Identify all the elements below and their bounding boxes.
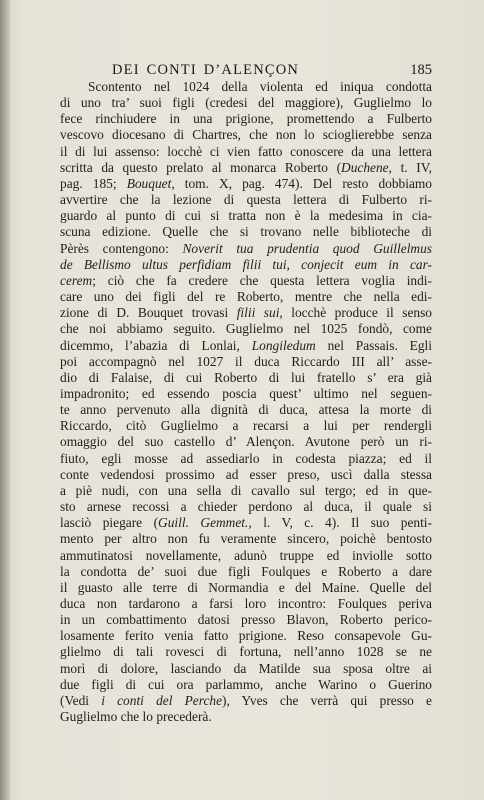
text-segment: glielmo di tali rovesci di fortuna, nell’anno 1028 se ne <box>60 644 432 660</box>
text-line <box>60 127 432 143</box>
text-line <box>60 467 432 483</box>
text-line <box>60 321 432 337</box>
italic-text: i conti del Perche <box>101 692 223 708</box>
text-line <box>60 95 432 111</box>
text-segment: fece rinchiudere in una prigione, promettendo a Fulberto <box>60 111 432 127</box>
text-segment: fiuto, egli mosse ad assediarlo in codesta piazza; ed il <box>60 450 432 466</box>
text-segment: vescovo diocesano di Chartres, che non lo scioglierebbe senza <box>60 127 432 143</box>
text-segment: il di lui assenso: locchè ci vien fatto conoscere da una lettera <box>60 143 432 159</box>
text-line <box>60 499 432 515</box>
text-line <box>60 273 432 289</box>
text-segment: nel Passais. Egli <box>315 337 432 353</box>
text-segment: ammutinatosi novellamente, adunò truppe ed inviolle sotto <box>60 547 432 563</box>
text-line <box>60 677 432 693</box>
italic-text: de Bellismo ultus perfidiam filii tui, conjecit eum in car- <box>60 256 432 272</box>
text-line <box>60 160 432 176</box>
text-line <box>60 305 432 321</box>
text-segment: te anno pervenuto alla dignità di duca, attesa la morte di <box>60 402 432 418</box>
text-segment: ; ciò che fa credere che questa lettera voglia indi- <box>92 272 432 288</box>
text-segment: in un combattimento datosi presso Blavon, Roberto perico- <box>60 612 432 628</box>
text-segment: Scontento nel 1024 della violenta ed iniqua condotta <box>88 79 432 94</box>
text-line <box>60 338 432 354</box>
text-line <box>60 531 432 547</box>
text-segment: scuna edizione. Quelle che si trovano nelle biblioteche di <box>60 224 432 240</box>
running-title: DEI CONTI D’ALENÇON <box>112 62 300 78</box>
text-segment: losamente ferito venia fatto prigione. Reso consapevole Gu- <box>60 628 432 644</box>
text-line <box>60 79 432 95</box>
text-line <box>60 596 432 612</box>
text-line <box>60 370 432 386</box>
text-line <box>60 483 432 499</box>
text-segment: due figli di cui ora parlammo, anche Warino o Guerino <box>60 676 432 692</box>
text-segment: guardo al punto di cui si tratta non è la medesima in cia- <box>60 208 432 224</box>
text-line <box>60 612 432 628</box>
text-segment: poi accompagnò nel 1027 il duca Riccardo III all’ asse- <box>60 353 432 369</box>
text-segment: omaggio del suo castello d’ Alençon. Avutone però un ri- <box>60 434 432 450</box>
text-segment: , locchè produce il senso <box>279 305 432 321</box>
text-line <box>60 111 432 127</box>
body-text <box>60 79 432 725</box>
page-gutter-shadow <box>0 0 10 800</box>
text-line <box>60 628 432 644</box>
text-segment: scritta da questo prelato al monarca Roberto ( <box>60 159 342 175</box>
text-line <box>60 564 432 580</box>
text-segment: ), Yves che verrà qui presso e <box>222 692 432 708</box>
italic-text: Longiledum <box>251 337 316 353</box>
text-line <box>60 257 432 273</box>
text-line <box>60 241 432 257</box>
text-line <box>60 192 432 208</box>
text-segment: Pèrès contengono: <box>60 240 183 256</box>
page-number: 185 <box>410 62 432 78</box>
text-line <box>60 661 432 677</box>
text-segment: dio di Falaise, di cui Roberto di lui fratello s’ era già <box>60 369 432 385</box>
text-segment: di uno tra’ suoi figli (credesi del maggiore), Guglielmo lo <box>60 95 432 111</box>
text-segment: il guasto alle terre di Normandia e del Maine. Quelle del <box>60 579 432 595</box>
text-segment: Riccardo, citò Guglielmo a recarsi a lui per rendergli <box>60 418 432 434</box>
text-line <box>60 289 432 305</box>
text-segment: (Vedi <box>60 692 102 708</box>
italic-text: cerem <box>60 272 93 288</box>
italic-text: Noverit tua prudentia quod Guillelmus <box>182 240 432 256</box>
italic-text: Bouquet <box>126 175 172 191</box>
text-segment: Guglielmo che lo precederà. <box>60 709 212 725</box>
text-line <box>60 693 432 709</box>
text-line <box>60 402 432 418</box>
text-segment: morì di dolore, lasciando da Matilde sua sposa oltre ai <box>60 660 432 676</box>
text-line <box>60 208 432 224</box>
text-segment: dicemmo, l’abazia di Lonlai, <box>60 337 252 353</box>
text-line <box>60 515 432 531</box>
text-segment: , tom. X, pag. 474). Del resto dobbiamo <box>171 175 432 191</box>
text-line <box>60 354 432 370</box>
text-segment: che noi abbiamo seguito. Guglielmo nel 1025 fondò, come <box>60 321 432 337</box>
text-line <box>60 548 432 564</box>
text-segment: la condotta de’ suoi due figli Foulques e Roberto a dare <box>60 563 432 579</box>
text-segment: pag. 185; <box>60 175 127 191</box>
text-line <box>60 434 432 450</box>
text-segment: duca non tardarono a farsi loro incontro: Foulques periva <box>60 596 432 611</box>
text-line <box>60 451 432 467</box>
text-line <box>60 176 432 192</box>
text-line <box>60 386 432 402</box>
text-segment: lasciò piegare ( <box>60 515 159 531</box>
text-line <box>60 224 432 240</box>
text-segment: avvertire che la lezione di questa lettera di Fulberto ri- <box>60 192 432 208</box>
text-segment: , t. IV, <box>388 159 432 175</box>
text-segment: , l. V, c. 4). Il suo penti- <box>248 515 432 531</box>
italic-text: filii sui <box>236 305 280 321</box>
italic-text: Duchene <box>341 159 389 175</box>
text-line <box>60 644 432 660</box>
text-segment: care uno dei figli del re Roberto, mentre che nella edi- <box>60 289 432 305</box>
text-segment: a piè nudi, con una sella di cavallo sul tergo; ed in que- <box>60 482 432 498</box>
text-line <box>60 418 432 434</box>
text-line <box>60 580 432 596</box>
text-line <box>60 144 432 160</box>
text-segment: conte vedendosi prossimo ad esser preso, uscì dalla stessa <box>60 466 432 482</box>
text-segment: mento per altro non fu veramente sincero, poichè bentosto <box>60 531 432 547</box>
text-segment: sto arnese recossi a chieder perdono al duca, il quale si <box>60 499 432 515</box>
text-segment: zione di D. Bouquet trovasi <box>60 305 237 321</box>
italic-text: Guill. Gemmet. <box>158 515 249 531</box>
text-line <box>60 709 432 725</box>
text-segment: impadronito; ed essendo poscia quest’ ultimo nel seguen- <box>60 385 432 401</box>
